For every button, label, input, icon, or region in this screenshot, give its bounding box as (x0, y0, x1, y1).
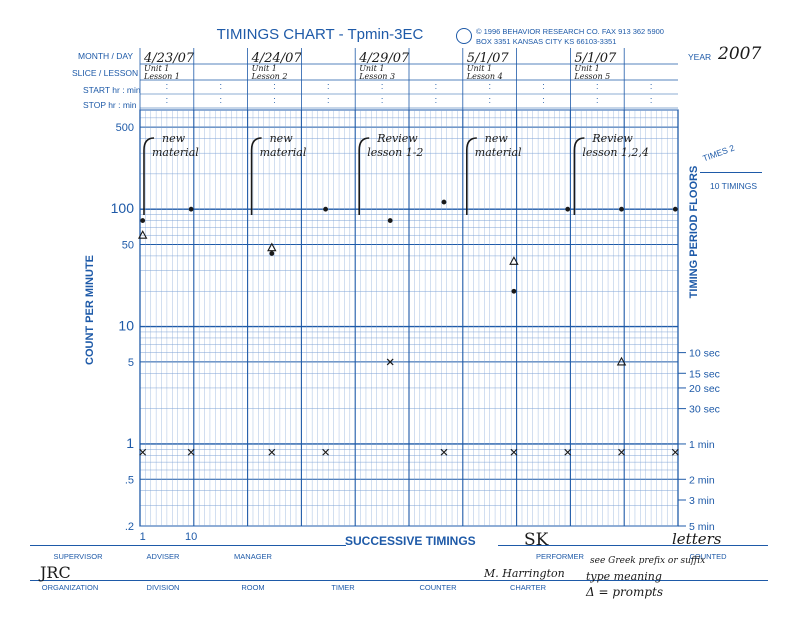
floor-tick-label: 30 sec (689, 403, 720, 416)
column-slice: Lesson 3 (359, 72, 396, 81)
performer-value: SK (524, 530, 549, 550)
y-tick-label: .5 (124, 474, 134, 487)
time-colon: : (380, 81, 384, 91)
y-tick-label: .2 (124, 521, 134, 533)
time-colon: : (380, 95, 384, 105)
copyright-line-1: © 1996 BEHAVIOR RESEARCH CO. FAX 913 362 5900 (476, 27, 664, 36)
column-slice: Lesson 2 (251, 72, 288, 81)
footer-line-1 (30, 545, 346, 546)
x-tick-label: 10 (184, 531, 198, 543)
data-point-dot (269, 251, 274, 256)
data-point-dot (388, 218, 393, 223)
time-colon: : (488, 81, 491, 91)
note-line-3: Δ = prompts (586, 585, 664, 599)
counted-label: COUNTED (689, 552, 727, 561)
data-point-dot (189, 207, 194, 212)
y-axis-label: COUNT PER MINUTE (84, 255, 96, 365)
time-colon: : (542, 95, 545, 105)
data-point-x (619, 449, 625, 455)
note-line-1: see Greek prefix or suffix (590, 556, 706, 566)
floor-tick-label: 2 min (689, 474, 715, 487)
y-tick-label: 5 (127, 356, 134, 369)
time-colon: : (165, 81, 169, 91)
column-date: 5/1/07 (466, 51, 509, 66)
column-slice: Unit 1 (574, 64, 600, 73)
column-slice: Unit 1 (359, 64, 385, 73)
data-point-x (323, 449, 329, 455)
counter-label: COUNTER (419, 583, 457, 592)
year-label: YEAR (688, 52, 712, 62)
data-point-dot (140, 218, 145, 223)
data-point-dot (619, 207, 624, 212)
data-point-dot (442, 200, 447, 205)
annotation-text: Review (592, 132, 633, 145)
charter-value: M. Harrington (484, 567, 565, 580)
row-label-month-day: MONTH / DAY (78, 51, 134, 61)
time-colon: : (649, 81, 653, 91)
manager-label: MANAGER (234, 552, 272, 561)
column-slice: Lesson 1 (144, 72, 180, 81)
charter-label: CHARTER (509, 583, 547, 592)
y-tick-label: 500 (115, 122, 134, 135)
column-date: 4/23/07 (144, 51, 195, 66)
copyright-line-2: BOX 3351 KANSAS CITY KS 66103-3351 (476, 37, 617, 46)
annotation-text: lesson 1-2 (367, 146, 424, 159)
x-axis-label: SUCCESSIVE TIMINGS (345, 534, 476, 548)
supervisor-label: SUPERVISOR (53, 552, 103, 561)
counted-value: letters (672, 530, 722, 548)
time-colon: : (219, 95, 222, 105)
division-label: DIVISION (146, 583, 180, 592)
floor-tick-label: 1 min (689, 438, 715, 451)
organization-value: JRC (40, 563, 71, 582)
data-point-x (565, 449, 571, 455)
data-point-dot (565, 207, 570, 212)
adviser-label: ADVISER (146, 552, 180, 561)
time-colon: : (219, 81, 222, 91)
column-slice: Unit 1 (251, 64, 277, 73)
timer-label: TIMER (331, 583, 355, 592)
row-label-stop: STOP hr : min (83, 100, 137, 110)
column-slice: Lesson 5 (574, 72, 611, 81)
chart-title: TIMINGS CHART - Tpmin-3EC (216, 26, 424, 43)
annotation-text: Review (377, 132, 418, 145)
year-value: 2007 (718, 44, 762, 64)
floor-tick-label: 3 min (689, 495, 715, 508)
time-colon: : (273, 81, 276, 91)
time-colon: : (649, 95, 653, 105)
data-point-dot (323, 207, 328, 212)
time-colon: : (488, 95, 491, 105)
floor-tick-label: 20 sec (689, 382, 720, 395)
annotation-text: new (484, 132, 508, 145)
row-label-slice-lesson: SLICE / LESSON (72, 68, 139, 78)
organization-label: ORGANIZATION (41, 583, 99, 592)
annotation-text: new (269, 132, 293, 145)
annotation-text: lesson 1,2,4 (582, 146, 649, 159)
annotation-text: material (152, 146, 199, 159)
time-colon: : (434, 81, 438, 91)
room-label: ROOM (241, 583, 265, 592)
data-point-dot (673, 207, 678, 212)
time-colon: : (434, 95, 438, 105)
data-point-dot (512, 289, 517, 294)
annotation-text: material (474, 146, 522, 159)
data-point-x (188, 449, 194, 455)
data-point-x (269, 449, 275, 455)
time-colon: : (165, 95, 169, 105)
times-legend-bottom: 10 TIMINGS (710, 181, 758, 191)
annotation-text: new (162, 132, 186, 145)
right-axis-label: TIMING PERIOD FLOORS (688, 165, 700, 299)
floor-tick-label: 5 min (689, 521, 715, 533)
column-date: 4/29/07 (359, 51, 410, 66)
column-slice: Unit 1 (144, 64, 170, 73)
y-tick-label: 10 (118, 317, 134, 334)
time-colon: : (596, 81, 599, 91)
note-line-2: type meaning (586, 570, 662, 583)
annotation-text: material (259, 146, 307, 159)
times-legend-top: TIMES 2 (701, 142, 736, 164)
row-label-start: START hr : min (83, 85, 141, 95)
floor-tick-label: 15 sec (689, 368, 720, 381)
x-tick-label: 1 (139, 531, 146, 543)
y-tick-label: 100 (110, 200, 134, 217)
time-colon: : (596, 95, 599, 105)
column-slice: Lesson 4 (466, 72, 503, 81)
time-colon: : (273, 95, 276, 105)
performer-label: PERFORMER (536, 552, 584, 561)
time-colon: : (327, 81, 330, 91)
y-tick-label: 50 (121, 239, 134, 252)
column-date: 4/24/07 (251, 51, 302, 66)
column-date: 5/1/07 (574, 51, 617, 66)
time-colon: : (327, 95, 330, 105)
data-point-x (441, 449, 447, 455)
floor-tick-label: 10 sec (689, 347, 720, 360)
column-slice: Unit 1 (466, 64, 493, 73)
data-point-x (511, 449, 517, 455)
time-colon: : (542, 81, 545, 91)
y-tick-label: 1 (126, 434, 134, 451)
